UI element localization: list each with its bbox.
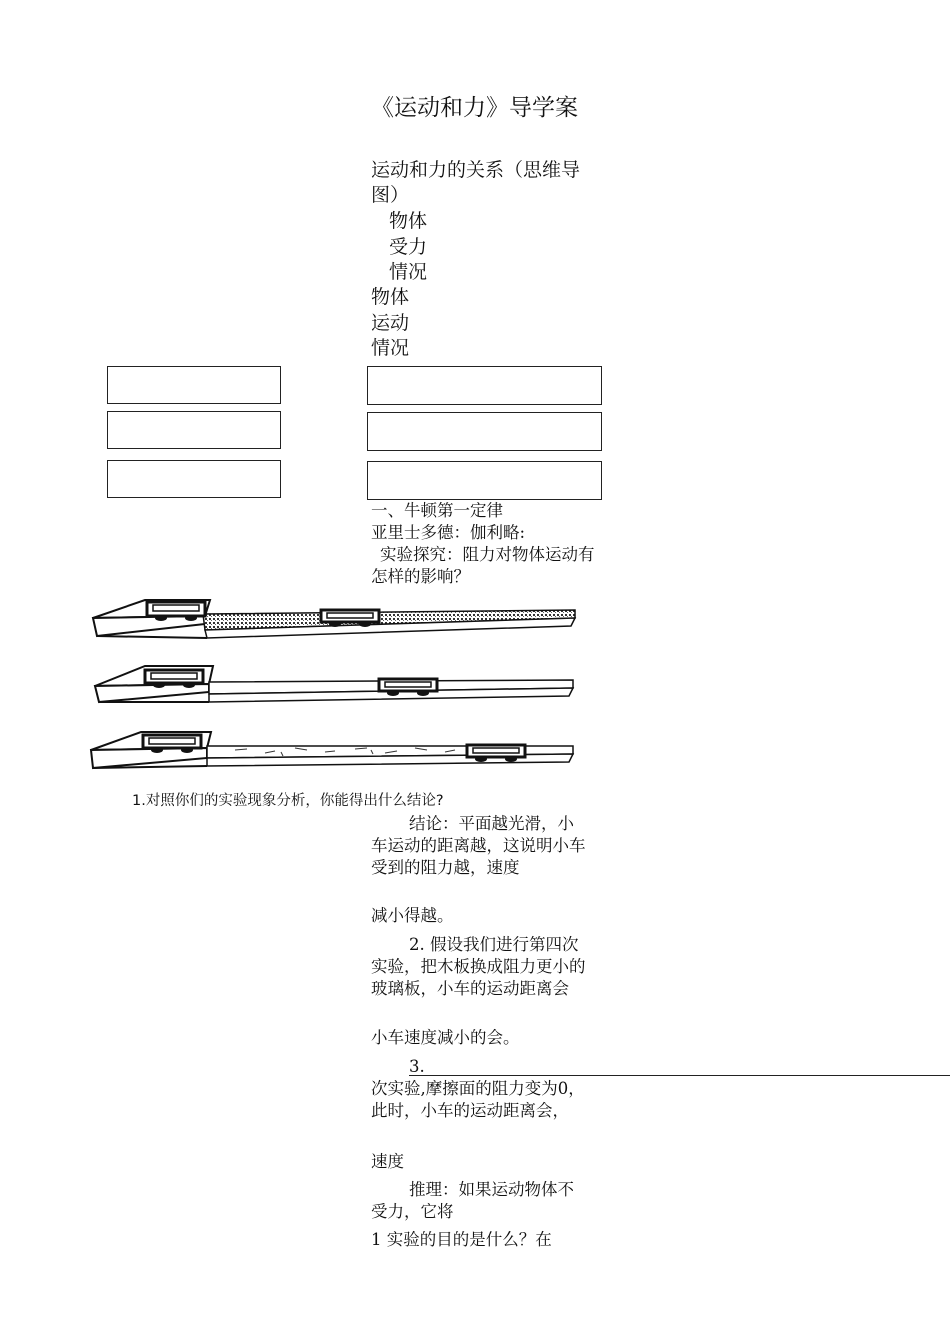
left-label-line-3: 情况 bbox=[389, 261, 428, 283]
mindmap-box-right-2[interactable] bbox=[367, 412, 602, 451]
conclusion-end: 减小得越。 bbox=[371, 906, 454, 925]
experiment-illustration bbox=[85, 590, 585, 780]
mindmap-box-left-1[interactable] bbox=[107, 366, 281, 404]
conclusion-text: 结论：平面越光滑，小车运动的距离越，这说明小车受到的阻力越，速度 bbox=[371, 814, 586, 877]
inference-text: 推理：如果运动物体不受力，它将 bbox=[371, 1180, 574, 1221]
right-label-line-3: 情况 bbox=[371, 337, 410, 359]
question-3-number bbox=[409, 1056, 950, 1076]
purpose-question: 1 实验的目的是什么？在 bbox=[371, 1230, 552, 1249]
right-label-line-1: 物体 bbox=[371, 286, 410, 308]
mindmap-box-right-1[interactable] bbox=[367, 366, 602, 405]
mindmap-box-right-3[interactable] bbox=[367, 461, 602, 500]
document-title: 《运动和力》导学案 bbox=[371, 95, 578, 121]
mindmap-heading: 运动和力的关系（思维导图） bbox=[371, 159, 581, 206]
mindmap-box-left-3[interactable] bbox=[107, 460, 281, 498]
mindmap-right-label bbox=[371, 285, 409, 362]
question-3-body: 次实验,摩擦面的阻力变为0，此时，小车的运动距离会， bbox=[371, 1079, 585, 1120]
section-1-heading: 一、牛顿第一定律 bbox=[371, 501, 503, 520]
question-3-end: 速度 bbox=[371, 1152, 404, 1171]
ramp-wood bbox=[95, 666, 573, 702]
ramp-towel bbox=[93, 600, 575, 638]
left-label-line-1: 物体 bbox=[389, 210, 428, 232]
question-2-end: 小车速度减小的会。 bbox=[371, 1028, 520, 1047]
question-3-number-text: 3. bbox=[409, 1057, 425, 1076]
question-1: 1.对照你们的实验现象分析，你能得出什么结论? bbox=[132, 793, 444, 809]
section-1-inquiry: 实验探究：阻力对物体运动有怎样的影响？ bbox=[371, 545, 595, 586]
ramp-cloth bbox=[91, 732, 573, 768]
section-1-people: 亚里士多德：伽利略: bbox=[371, 523, 526, 542]
mindmap-box-left-2[interactable] bbox=[107, 411, 281, 449]
question-2: 2. 假设我们进行第四次实验，把木板换成阻力更小的玻璃板，小车的运动距离会 bbox=[371, 935, 586, 998]
right-label-line-2: 运动 bbox=[371, 311, 410, 334]
left-label-line-2: 受力 bbox=[389, 235, 428, 258]
mindmap-left-label bbox=[389, 209, 427, 286]
